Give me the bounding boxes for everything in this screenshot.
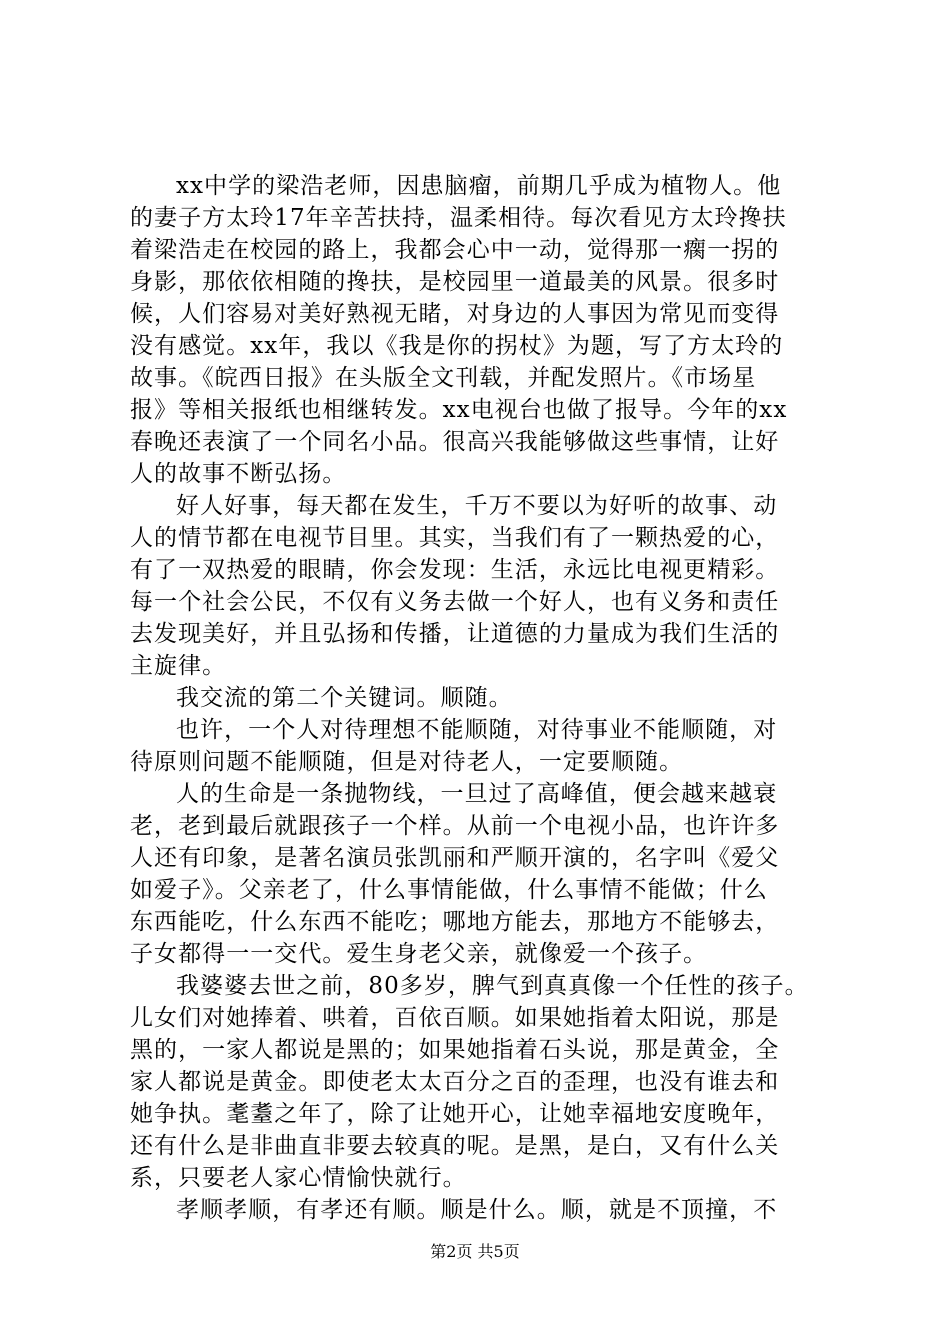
text-line: 报》等相关报纸也相继转发。xx电视台也做了报导。今年的xx bbox=[130, 397, 788, 423]
text-line: 的妻子方太玲17年辛苦扶持，温柔相待。每次看见方太玲搀扶 bbox=[130, 205, 787, 231]
text-line: 儿女们对她捧着、哄着，百依百顺。如果她指着太阳说，那是 bbox=[130, 1005, 780, 1031]
text-line: 人的故事不断弘扬。 bbox=[130, 461, 347, 487]
text-line: 待原则问题不能顺随，但是对待老人，一定要顺随。 bbox=[130, 749, 684, 775]
text-line: 有了一双热爱的眼睛，你会发现：生活，永远比电视更精彩。 bbox=[130, 557, 780, 583]
text-line: 故事。《皖西日报》在头版全文刊载，并配发照片。《市场星 bbox=[130, 365, 757, 391]
text-line: 每一个社会公民，不仅有义务去做一个好人，也有义务和责任 bbox=[130, 589, 780, 615]
text-line: 人的生命是一条抛物线，一旦过了高峰值，便会越来越衰 bbox=[176, 781, 778, 807]
page-footer bbox=[0, 1240, 950, 1264]
text-line: 系，只要老人家心情愉快就行。 bbox=[130, 1165, 467, 1191]
text-line: 东西能吃，什么东西不能吃；哪地方能去，那地方不能够去， bbox=[130, 909, 780, 935]
text-line: 黑的，一家人都说是黑的；如果她指着石头说，那是黄金，全 bbox=[130, 1037, 780, 1063]
text-line: 还有什么是非曲直非要去较真的呢。是黑，是白，又有什么关 bbox=[130, 1133, 780, 1159]
text-line: 春晚还表演了一个同名小品。很高兴我能够做这些事情，让好 bbox=[130, 429, 780, 455]
page-number-label: 第2页 共5页 bbox=[430, 1242, 520, 1261]
text-line: 也许，一个人对待理想不能顺随，对待事业不能顺随，对 bbox=[176, 717, 778, 743]
text-line: 人还有印象，是著名演员张凯丽和严顺开演的，名字叫《爱父 bbox=[130, 845, 780, 871]
text-line: 如爱子》。父亲老了，什么事情能做，什么事情不能做；什么 bbox=[130, 877, 768, 903]
text-line: xx中学的梁浩老师，因患脑瘤，前期几乎成为植物人。他 bbox=[176, 173, 782, 199]
text-line: 人的情节都在电视节目里。其实，当我们有了一颗热爱的心， bbox=[130, 525, 780, 551]
text-line: 好人好事，每天都在发生，千万不要以为好听的故事、动 bbox=[176, 493, 778, 519]
text-line: 候，人们容易对美好熟视无睹，对身边的人事因为常见而变得 bbox=[130, 301, 780, 327]
text-line: 我婆婆去世之前，80多岁，脾气到真真像一个任性的孩子。 bbox=[176, 973, 809, 999]
text-line: 家人都说是黄金。即使老太太百分之百的歪理，也没有谁去和 bbox=[130, 1069, 780, 1095]
document-body bbox=[130, 170, 826, 1226]
text-line: 去发现美好，并且弘扬和传播，让道德的力量成为我们生活的 bbox=[130, 621, 780, 647]
text-line: 我交流的第二个关键词。顺随。 bbox=[176, 685, 513, 711]
text-line: 孝顺孝顺，有孝还有顺。顺是什么。顺，就是不顶撞，不 bbox=[176, 1197, 778, 1223]
text-line: 子女都得一一交代。爱生身老父亲，就像爱一个孩子。 bbox=[130, 941, 708, 967]
text-line: 主旋律。 bbox=[130, 653, 227, 679]
text-line: 着梁浩走在校园的路上，我都会心中一动，觉得那一瘸一拐的 bbox=[130, 237, 780, 263]
text-line: 没有感觉。xx年，我以《我是你的拐杖》为题，写了方太玲的 bbox=[130, 333, 784, 359]
text-line: 她争执。耄耋之年了，除了让她开心，让她幸福地安度晚年， bbox=[130, 1101, 780, 1127]
text-line: 老，老到最后就跟孩子一个样。从前一个电视小品，也许许多 bbox=[130, 813, 780, 839]
text-line: 身影，那依依相随的搀扶，是校园里一道最美的风景。很多时 bbox=[130, 269, 780, 295]
